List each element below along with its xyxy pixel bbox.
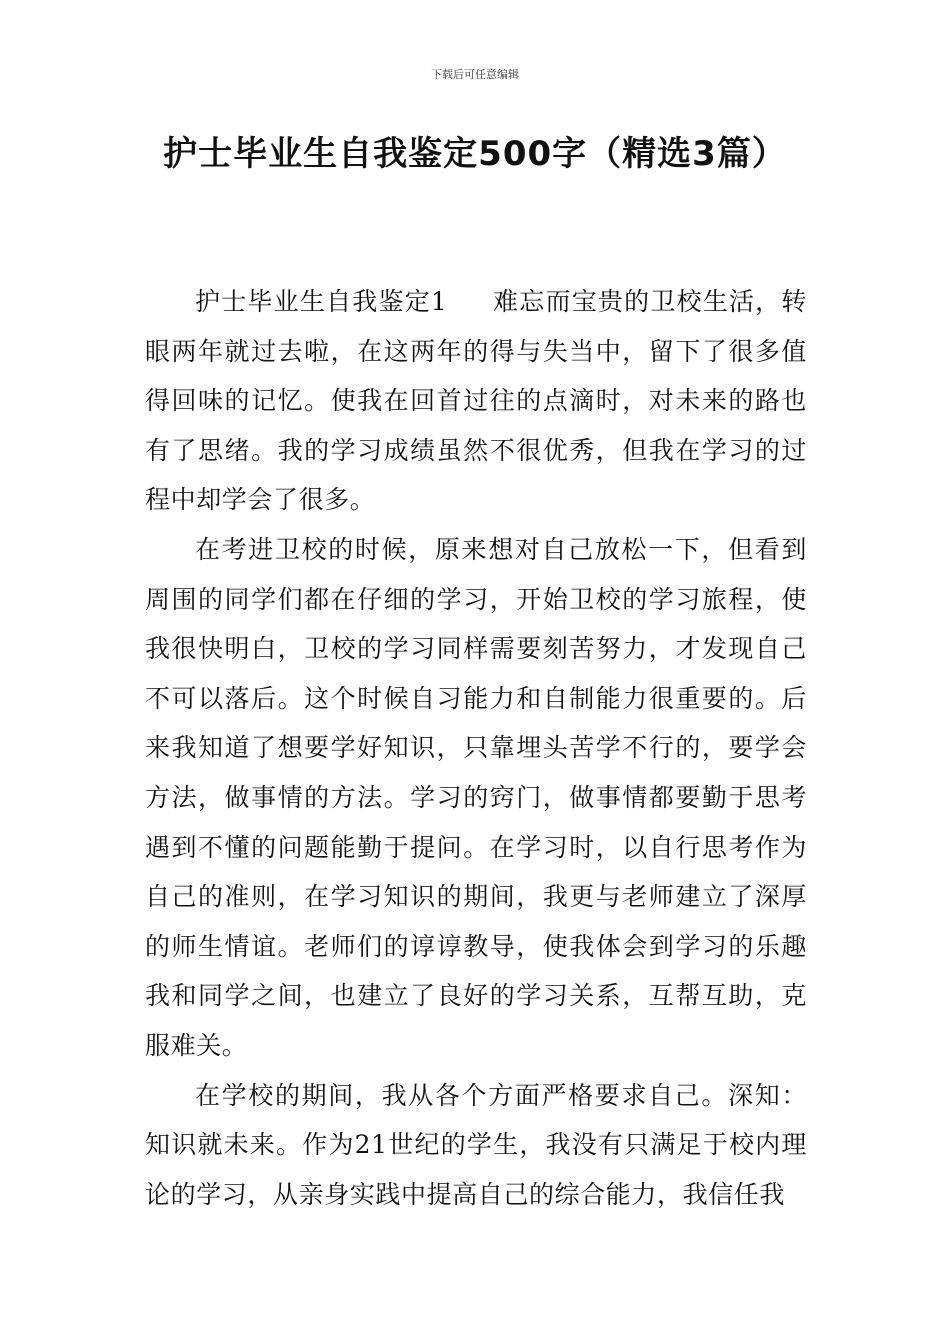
paragraph-2: 在考进卫校的时候，原来想对自己放松一下，但看到周围的同学们都在仔细的学习，开始卫校的学习旅程，使我很快明白，卫校的学习同样需要刻苦努力，才发现自己不可以落后。这个时候自习能力和自制能力很重要的。后来我知道了想要学好知识，只靠埋头苦学不行的，要学会方法，做事情的方法。学习的窍门，做事情都要勤于思考遇到不懂的问题能勤于提问。在学习时，以自行思考作为自己的准则，在学习知识的期间，我更与老师建立了深厚的师生情谊。老师们的谆谆教导，使我体会到学习的乐趣我和同学之间，也建立了良好的学习关系，互帮互助，克服难关。 (145, 534, 807, 1060)
paragraph-1 (145, 277, 807, 525)
paragraph-1-text: 难忘而宝贵的卫校生活，转眼两年就过去啦，在这两年的得与失当中，留下了很多值得回味的记忆。使我在回首过往的点滴时，对未来的路也有了思绪。我的学习成绩虽然不很优秀，但我在学习的过程中却学会了很多。 (145, 287, 807, 515)
section-heading: 护士毕业生自我鉴定1 (195, 287, 448, 316)
header-note: 下载后可任意编辑 (431, 68, 519, 81)
document-body (145, 277, 807, 1219)
paragraph-3: 在学校的期间，我从各个方面严格要求自己。深知：知识就未来。作为21世纪的学生，我没有只满足于校内理论的学习，从亲身实践中提高自己的综合能力，我信任我 (145, 1080, 807, 1209)
document-title: 护士毕业生自我鉴定500字（精选3篇） (163, 134, 787, 174)
